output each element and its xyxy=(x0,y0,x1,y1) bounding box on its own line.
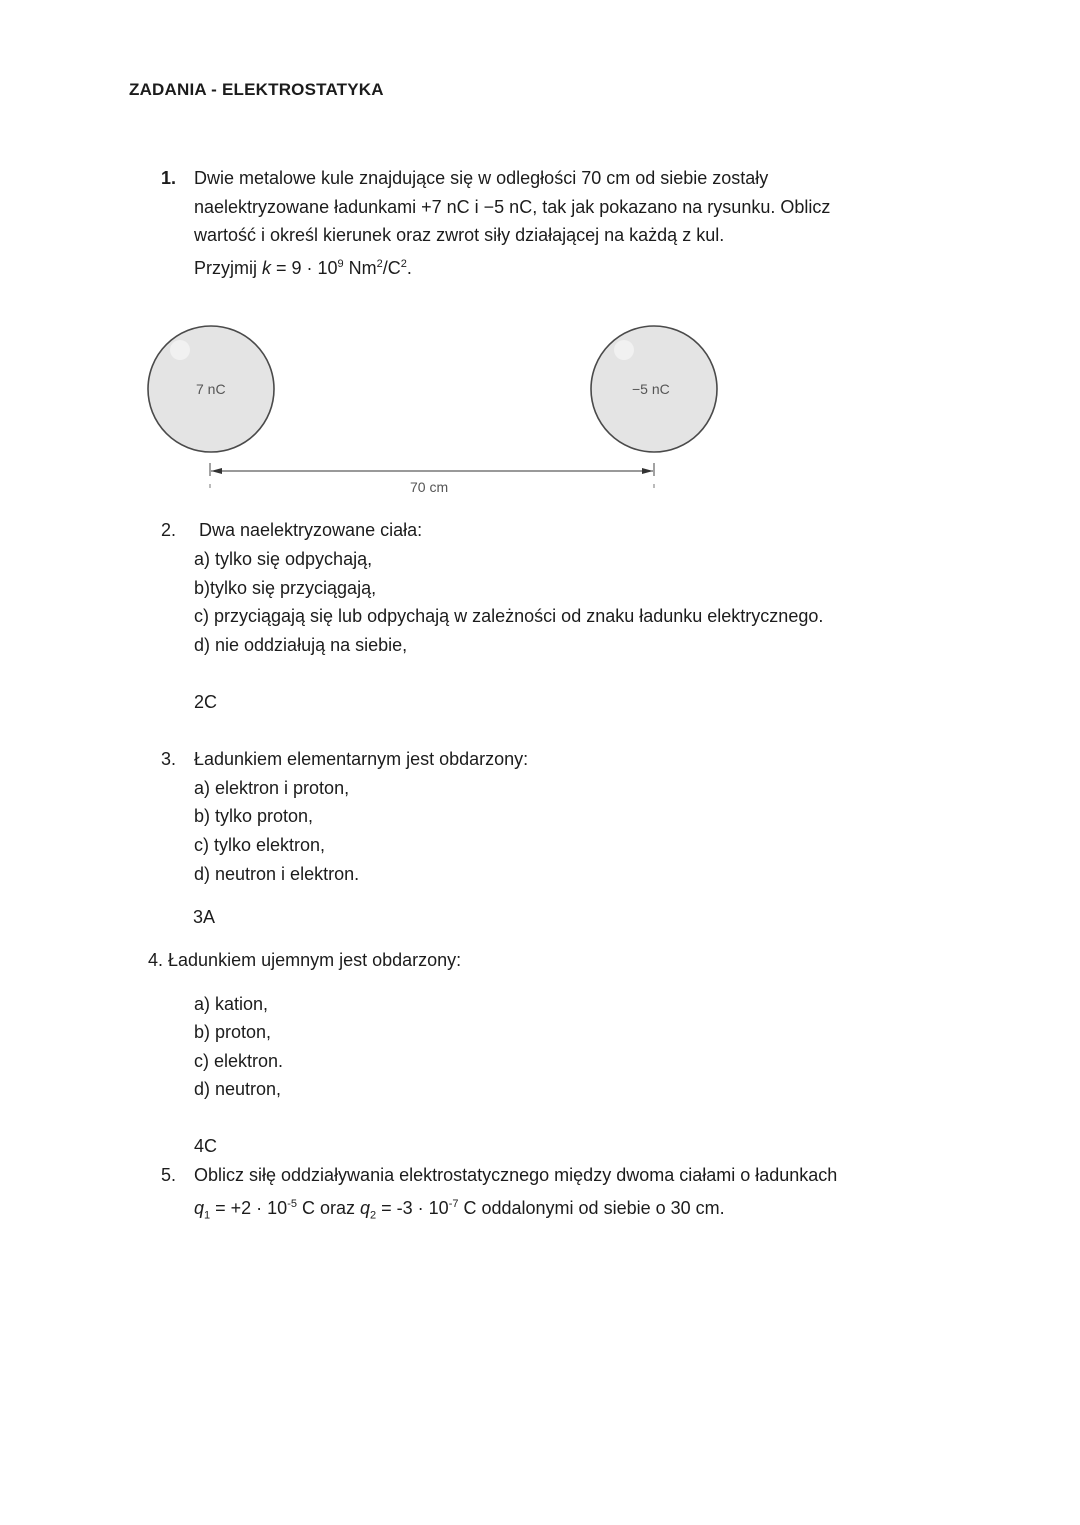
q1-line3: wartość i określ kierunek oraz zwrot siły działającej na każdą z kul. xyxy=(194,225,725,245)
q5-line2: $q_1 = +2 \cdot 10^{-5}$ C oraz $q_2 = -3 \cdot 10^{-7}$ C oddalonymi od siebie o 30 cm. xyxy=(194,1198,725,1222)
q3-answer: 3A xyxy=(193,907,216,927)
q1-line1: Dwie metalowe kule znajdujące się w odległości 70 cm od siebie zostały xyxy=(194,168,769,188)
left-sphere-highlight xyxy=(170,340,190,360)
q5-number: 5. xyxy=(161,1165,177,1185)
arrow-right-head xyxy=(642,468,653,474)
right-sphere-highlight xyxy=(614,340,634,360)
q4-option-a: a) kation, xyxy=(194,994,269,1014)
q3-number: 3. xyxy=(161,749,177,769)
arrow-left-head xyxy=(211,468,222,474)
q3-option-a: a) elektron i proton, xyxy=(194,778,350,798)
q4-answer: 4C xyxy=(194,1136,218,1156)
q2-option-b: b)tylko się przyciągają, xyxy=(194,578,377,598)
q1-line4: Przyjmij $k = 9 \cdot 10^9$ $Nm^2/C^2$. xyxy=(194,258,412,278)
q2-option-a: a) tylko się odpychają, xyxy=(194,549,373,569)
q3-option-b: b) tylko proton, xyxy=(194,806,314,826)
page-title: ZADANIA - ELEKTROSTATYKA xyxy=(129,80,384,99)
q3-option-c: c) tylko elektron, xyxy=(194,835,326,855)
q2-number: 2. xyxy=(161,520,177,540)
q2-answer: 2C xyxy=(194,692,218,712)
q3-option-d: d) neutron i elektron. xyxy=(194,864,360,884)
q5-line1: Oblicz siłę oddziaływania elektrostatycznego między dwoma ciałami o ładunkach xyxy=(194,1165,838,1185)
q4-question: 4. Ładunkiem ujemnym jest obdarzony: xyxy=(148,950,462,970)
q1-number: 1. xyxy=(161,168,177,188)
q2-option-d: d) nie oddziałują na siebie, xyxy=(194,635,408,655)
charges-diagram xyxy=(140,318,740,500)
q2-option-c: c) przyciągają się lub odpychają w zależności od znaku ładunku elektrycznego. xyxy=(194,606,824,626)
q1-line2: naelektryzowane ładunkami +7 nC i −5 nC, tak jak pokazano na rysunku. Oblicz xyxy=(194,197,831,217)
right-charge-label: −5 nC xyxy=(632,381,670,397)
distance-label: 70 cm xyxy=(410,479,449,495)
q4-option-b: b) proton, xyxy=(194,1022,272,1042)
q2-question: Dwa naelektryzowane ciała: xyxy=(199,520,423,540)
left-charge-label: 7 nC xyxy=(196,381,226,397)
q4-option-d: d) neutron, xyxy=(194,1079,282,1099)
q3-question: Ładunkiem elementarnym jest obdarzony: xyxy=(194,749,529,769)
q4-option-c: c) elektron. xyxy=(194,1051,284,1071)
